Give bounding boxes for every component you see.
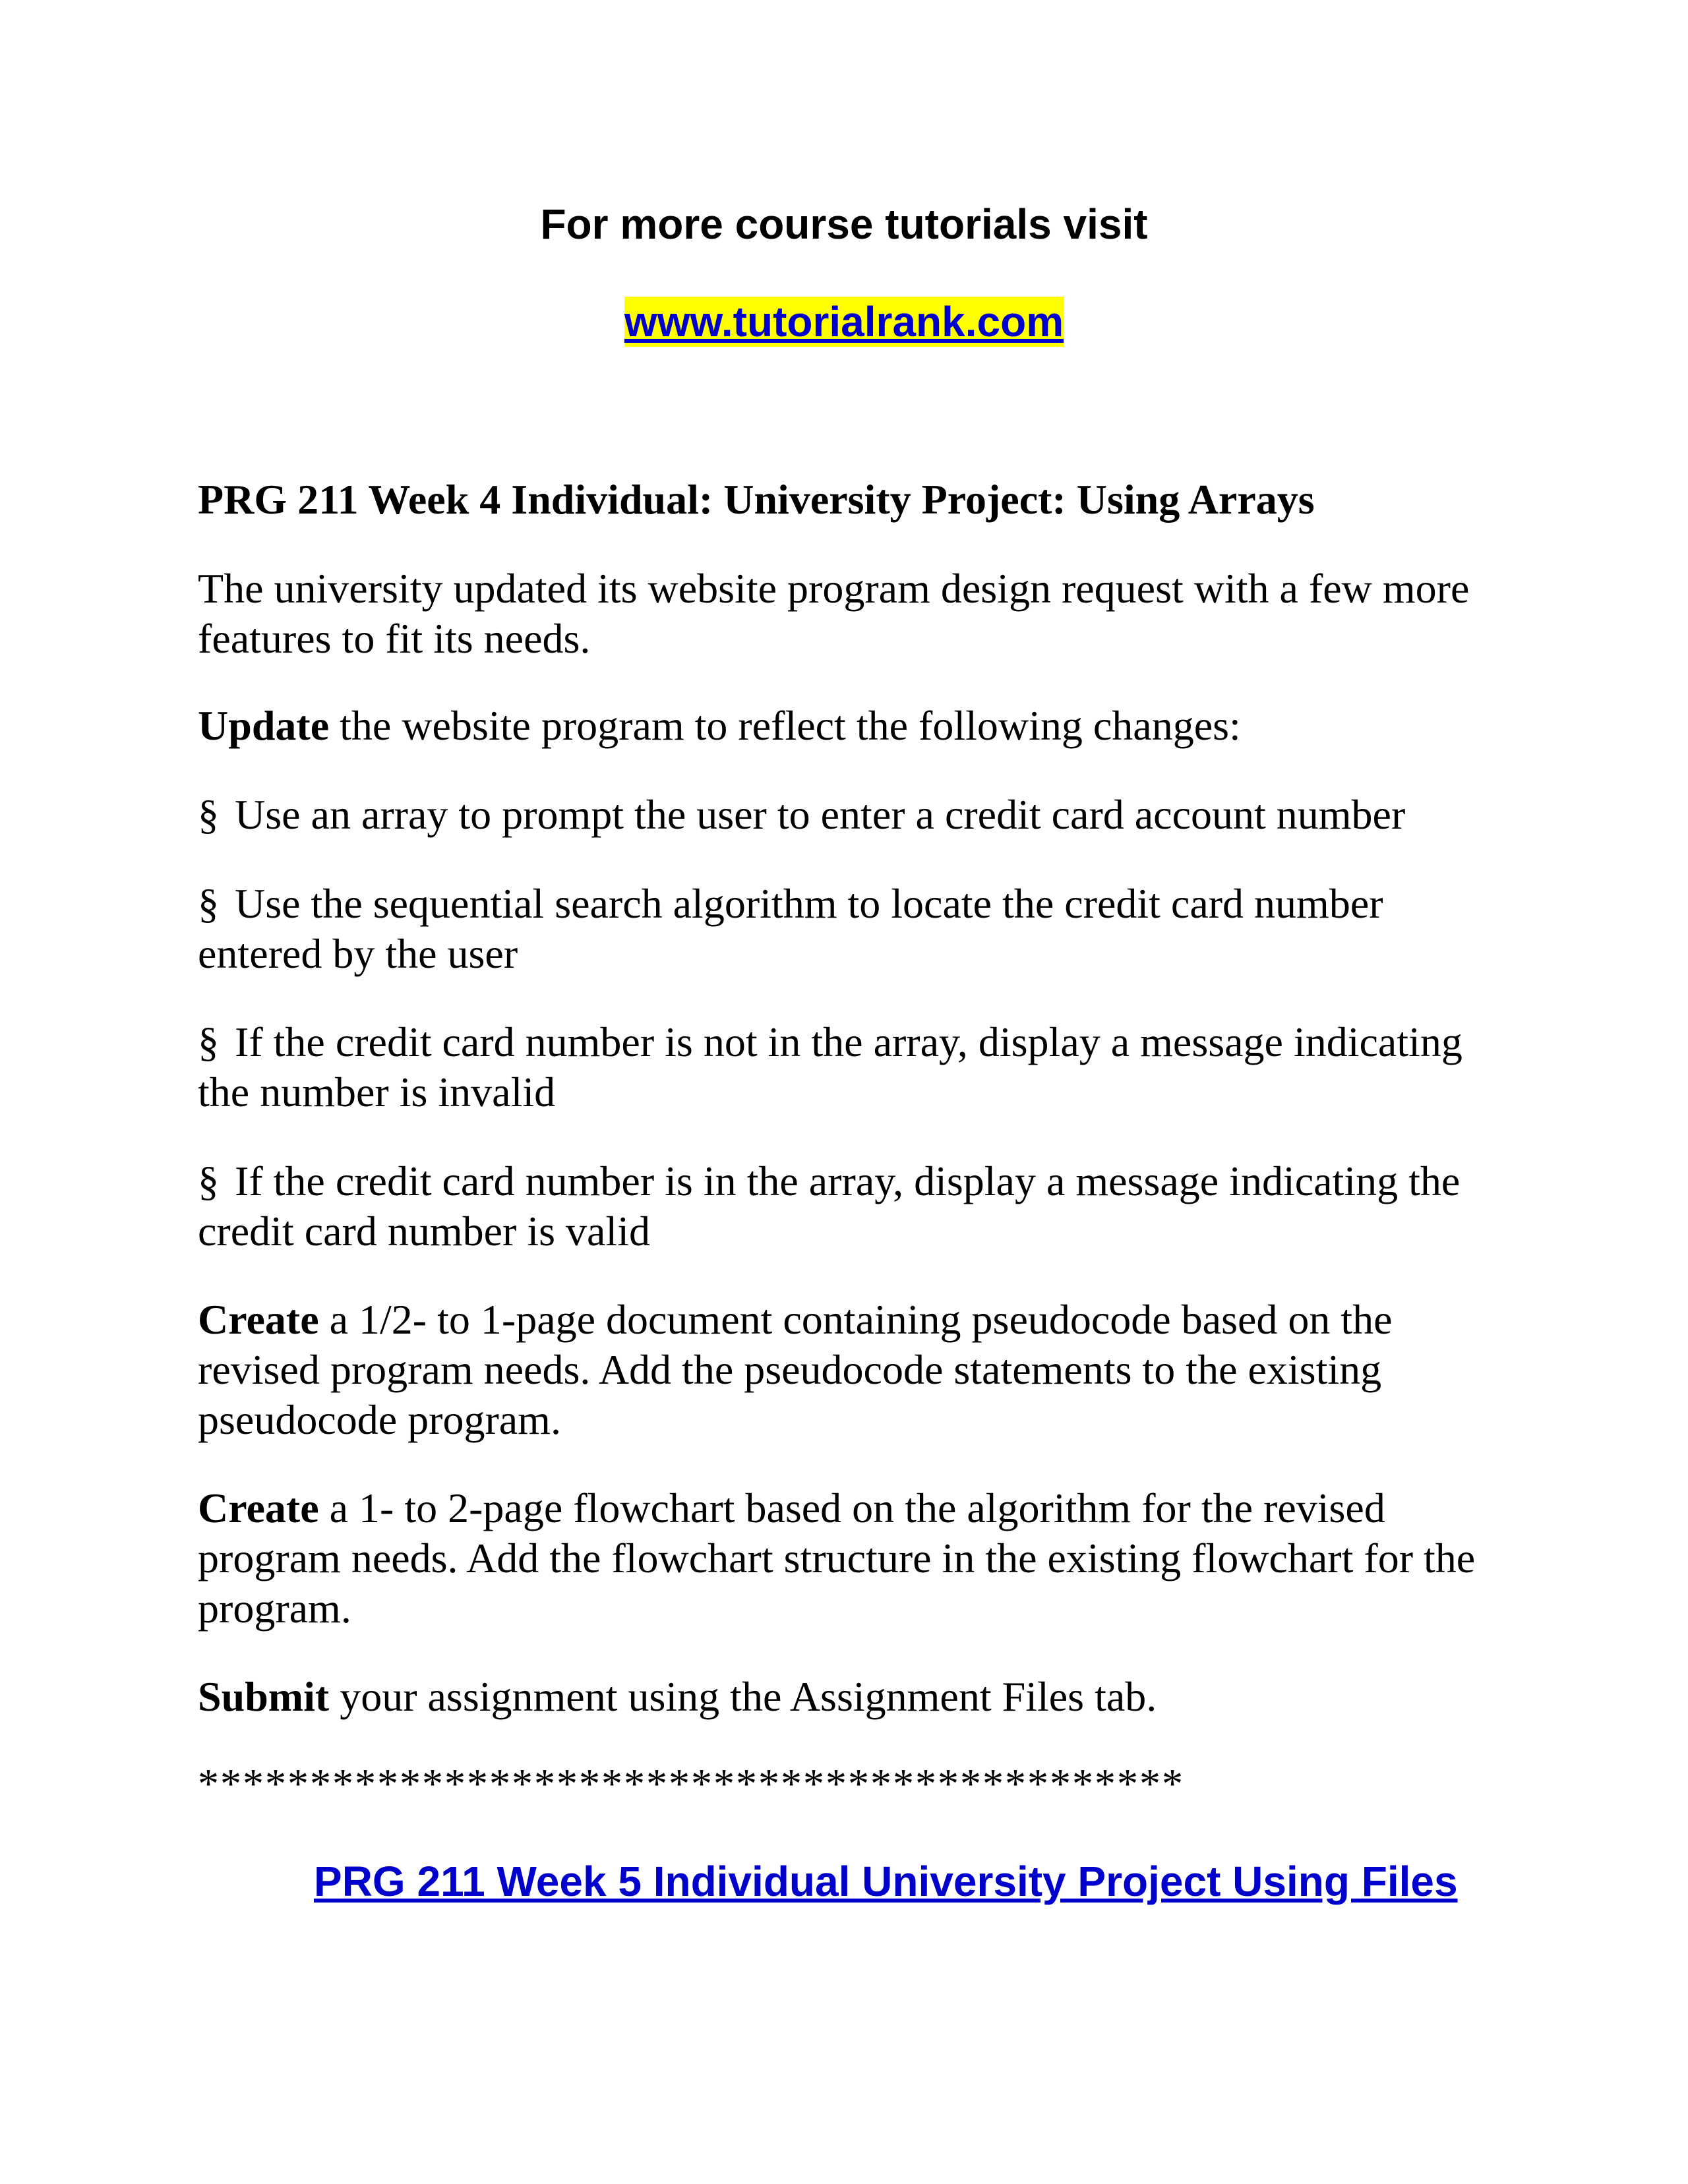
submit-text: your assignment using the Assignment Files tab. [329,1673,1157,1720]
bullet-text: Use the sequential search algorithm to locate the credit card number entered by the user [198,880,1383,977]
bullet-item [198,1017,1490,1117]
bullet-item [198,879,1490,979]
create-pseudocode-text: a 1/2- to 1-page document containing pseudocode based on the revised program needs. Add the pseudocode statements to the existing pseudocode program. [198,1296,1393,1443]
visit-heading: For more course tutorials visit [540,200,1148,248]
submit-keyword: Submit [198,1673,330,1720]
bullet-item [198,1156,1490,1256]
section-sign-bullet: § [198,1018,219,1065]
next-link-container [314,1855,1458,1908]
update-text: the website program to reflect the following changes: [329,702,1241,749]
section-sign-bullet: § [198,791,219,838]
site-link-container [0,295,1688,348]
section-sign-bullet: § [198,880,219,927]
bullet-text: Use an array to prompt the user to enter a credit card account number [235,791,1406,838]
update-keyword: Update [198,702,330,749]
bullet-text: If the credit card number is in the array, display a message indicating the credit card number is valid [198,1158,1461,1254]
create-flowchart-paragraph [198,1483,1490,1634]
site-link[interactable]: www.tutorialrank.com [624,298,1064,345]
next-assignment-link[interactable]: PRG 211 Week 5 Individual University Project Using Files [314,1858,1458,1905]
bullet-item [198,790,1490,840]
intro-paragraph: The university updated its website program design request with a few more features to fit its needs. [198,565,1470,662]
assignment-title: PRG 211 Week 4 Individual: University Project: Using Arrays [198,476,1315,523]
create-keyword: Create [198,1296,319,1343]
create-keyword: Create [198,1485,319,1531]
update-paragraph [198,701,1490,751]
asterisk-separator: ******************************************** [198,1760,1184,1807]
bullet-text: If the credit card number is not in the array, display a message indicating the number is invalid [198,1018,1462,1115]
submit-paragraph [198,1672,1490,1722]
section-sign-bullet: § [198,1158,219,1204]
create-flowchart-text: a 1- to 2-page flowchart based on the algorithm for the revised program needs. Add the flowchart structure in the existing flowchart for the program. [198,1485,1476,1632]
create-pseudocode-paragraph [198,1295,1490,1445]
